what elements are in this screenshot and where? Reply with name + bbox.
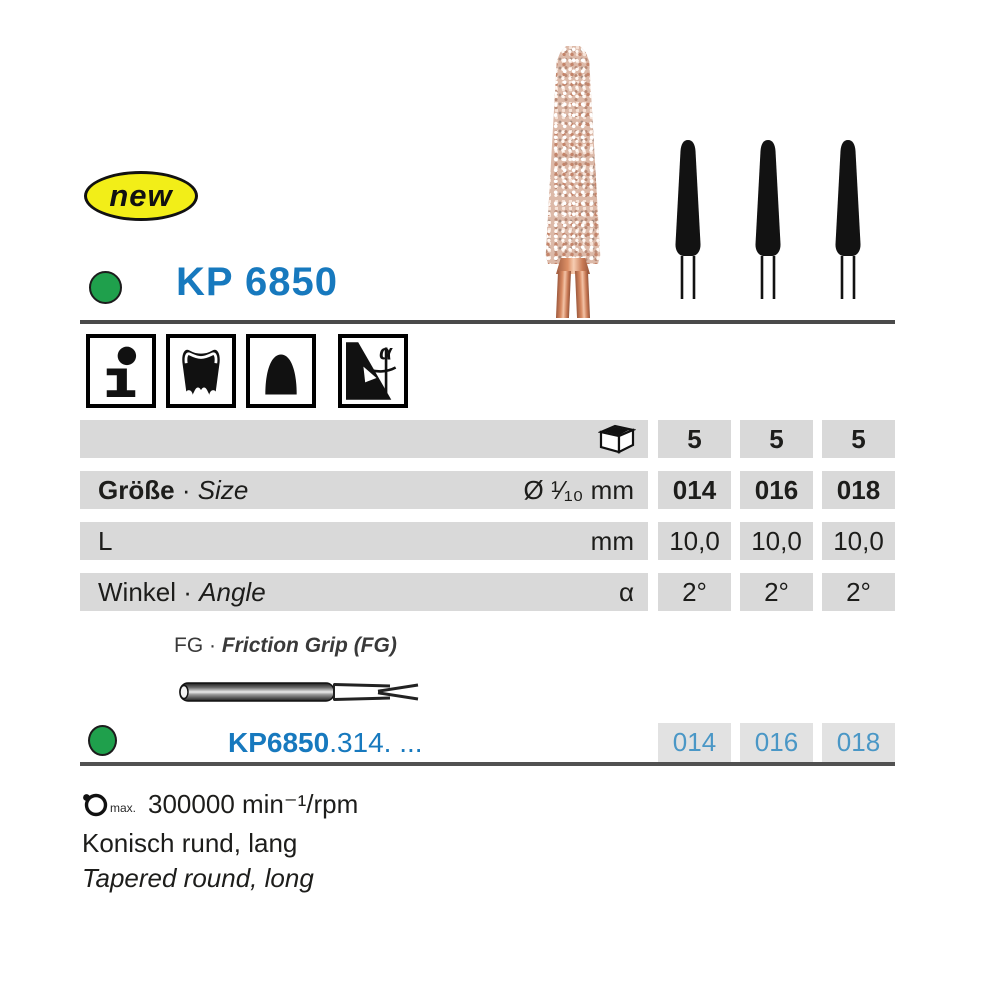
packaging-qty: 5: [740, 420, 813, 458]
label-separator: ·: [209, 634, 217, 657]
tapered-dome-icon: [246, 334, 316, 408]
bur-silhouette-icon: [668, 139, 708, 305]
green-dot-icon: [89, 271, 122, 304]
length-row-label: [80, 522, 648, 560]
product-name-de: Konisch rund, lang: [82, 828, 298, 858]
angle-label-de: Winkel: [98, 576, 177, 607]
angle-value: 2°: [822, 573, 895, 611]
max-speed-value: 300000 min⁻¹/rpm: [148, 789, 359, 819]
new-badge: [84, 171, 198, 221]
size-unit: Ø ¹⁄₁₀ mm: [523, 474, 634, 505]
shank-name: Friction Grip (FG): [221, 634, 397, 657]
length-value: 10,0: [822, 522, 895, 560]
shank-code: FG: [174, 634, 204, 657]
page-title: KP 6850: [176, 260, 338, 304]
divider-bottom: [80, 762, 895, 766]
order-size: 016: [740, 723, 813, 762]
length-unit: mm: [590, 525, 634, 556]
bur-silhouette-icon: [828, 139, 868, 305]
size-value: 016: [740, 471, 813, 509]
green-dot-icon: [88, 725, 117, 756]
new-badge-label: new: [109, 178, 173, 213]
info-icon: [86, 334, 156, 408]
packaging-qty: 5: [822, 420, 895, 458]
angle-row-label: [80, 573, 648, 611]
length-label: L: [98, 525, 113, 556]
order-size: 018: [822, 723, 895, 762]
bur-photo-shank-left: [556, 271, 571, 318]
max-speed-label: max.: [110, 801, 137, 815]
label-separator: ·: [181, 474, 191, 505]
max-speed-icon: [82, 791, 109, 818]
max-speed-row: [82, 790, 358, 818]
angle-value: 2°: [658, 573, 731, 611]
angle-label-en: Angle: [199, 576, 266, 607]
bur-silhouette-icon: [748, 139, 788, 305]
bur-photo-shank-right: [575, 271, 590, 318]
order-number-base: KP6850: [228, 727, 330, 758]
order-number: [228, 727, 423, 759]
angle-unit: α: [618, 576, 634, 607]
crown-icon: [166, 334, 236, 408]
label-separator: ·: [183, 576, 192, 607]
size-value: 014: [658, 471, 731, 509]
size-row-label: [80, 471, 648, 509]
order-number-suffix: .314. ...: [329, 727, 423, 758]
angle-alpha-icon: [338, 334, 408, 408]
size-value: 018: [822, 471, 895, 509]
package-icon: [598, 422, 648, 456]
size-label-en: Size: [197, 474, 249, 505]
product-name-en: Tapered round, long: [82, 863, 314, 893]
pictogram-row: [86, 334, 408, 408]
angle-value: 2°: [740, 573, 813, 611]
bur-photo: [544, 46, 602, 264]
packaging-row-label: [80, 420, 648, 458]
svg-text:α: α: [379, 342, 393, 365]
order-size: 014: [658, 723, 731, 762]
fg-shank-icon: [172, 676, 422, 708]
packaging-qty: 5: [658, 420, 731, 458]
divider-top: [80, 320, 895, 324]
size-label-de: Größe: [98, 474, 175, 505]
shank-type-label: [174, 634, 397, 658]
length-value: 10,0: [658, 522, 731, 560]
length-value: 10,0: [740, 522, 813, 560]
